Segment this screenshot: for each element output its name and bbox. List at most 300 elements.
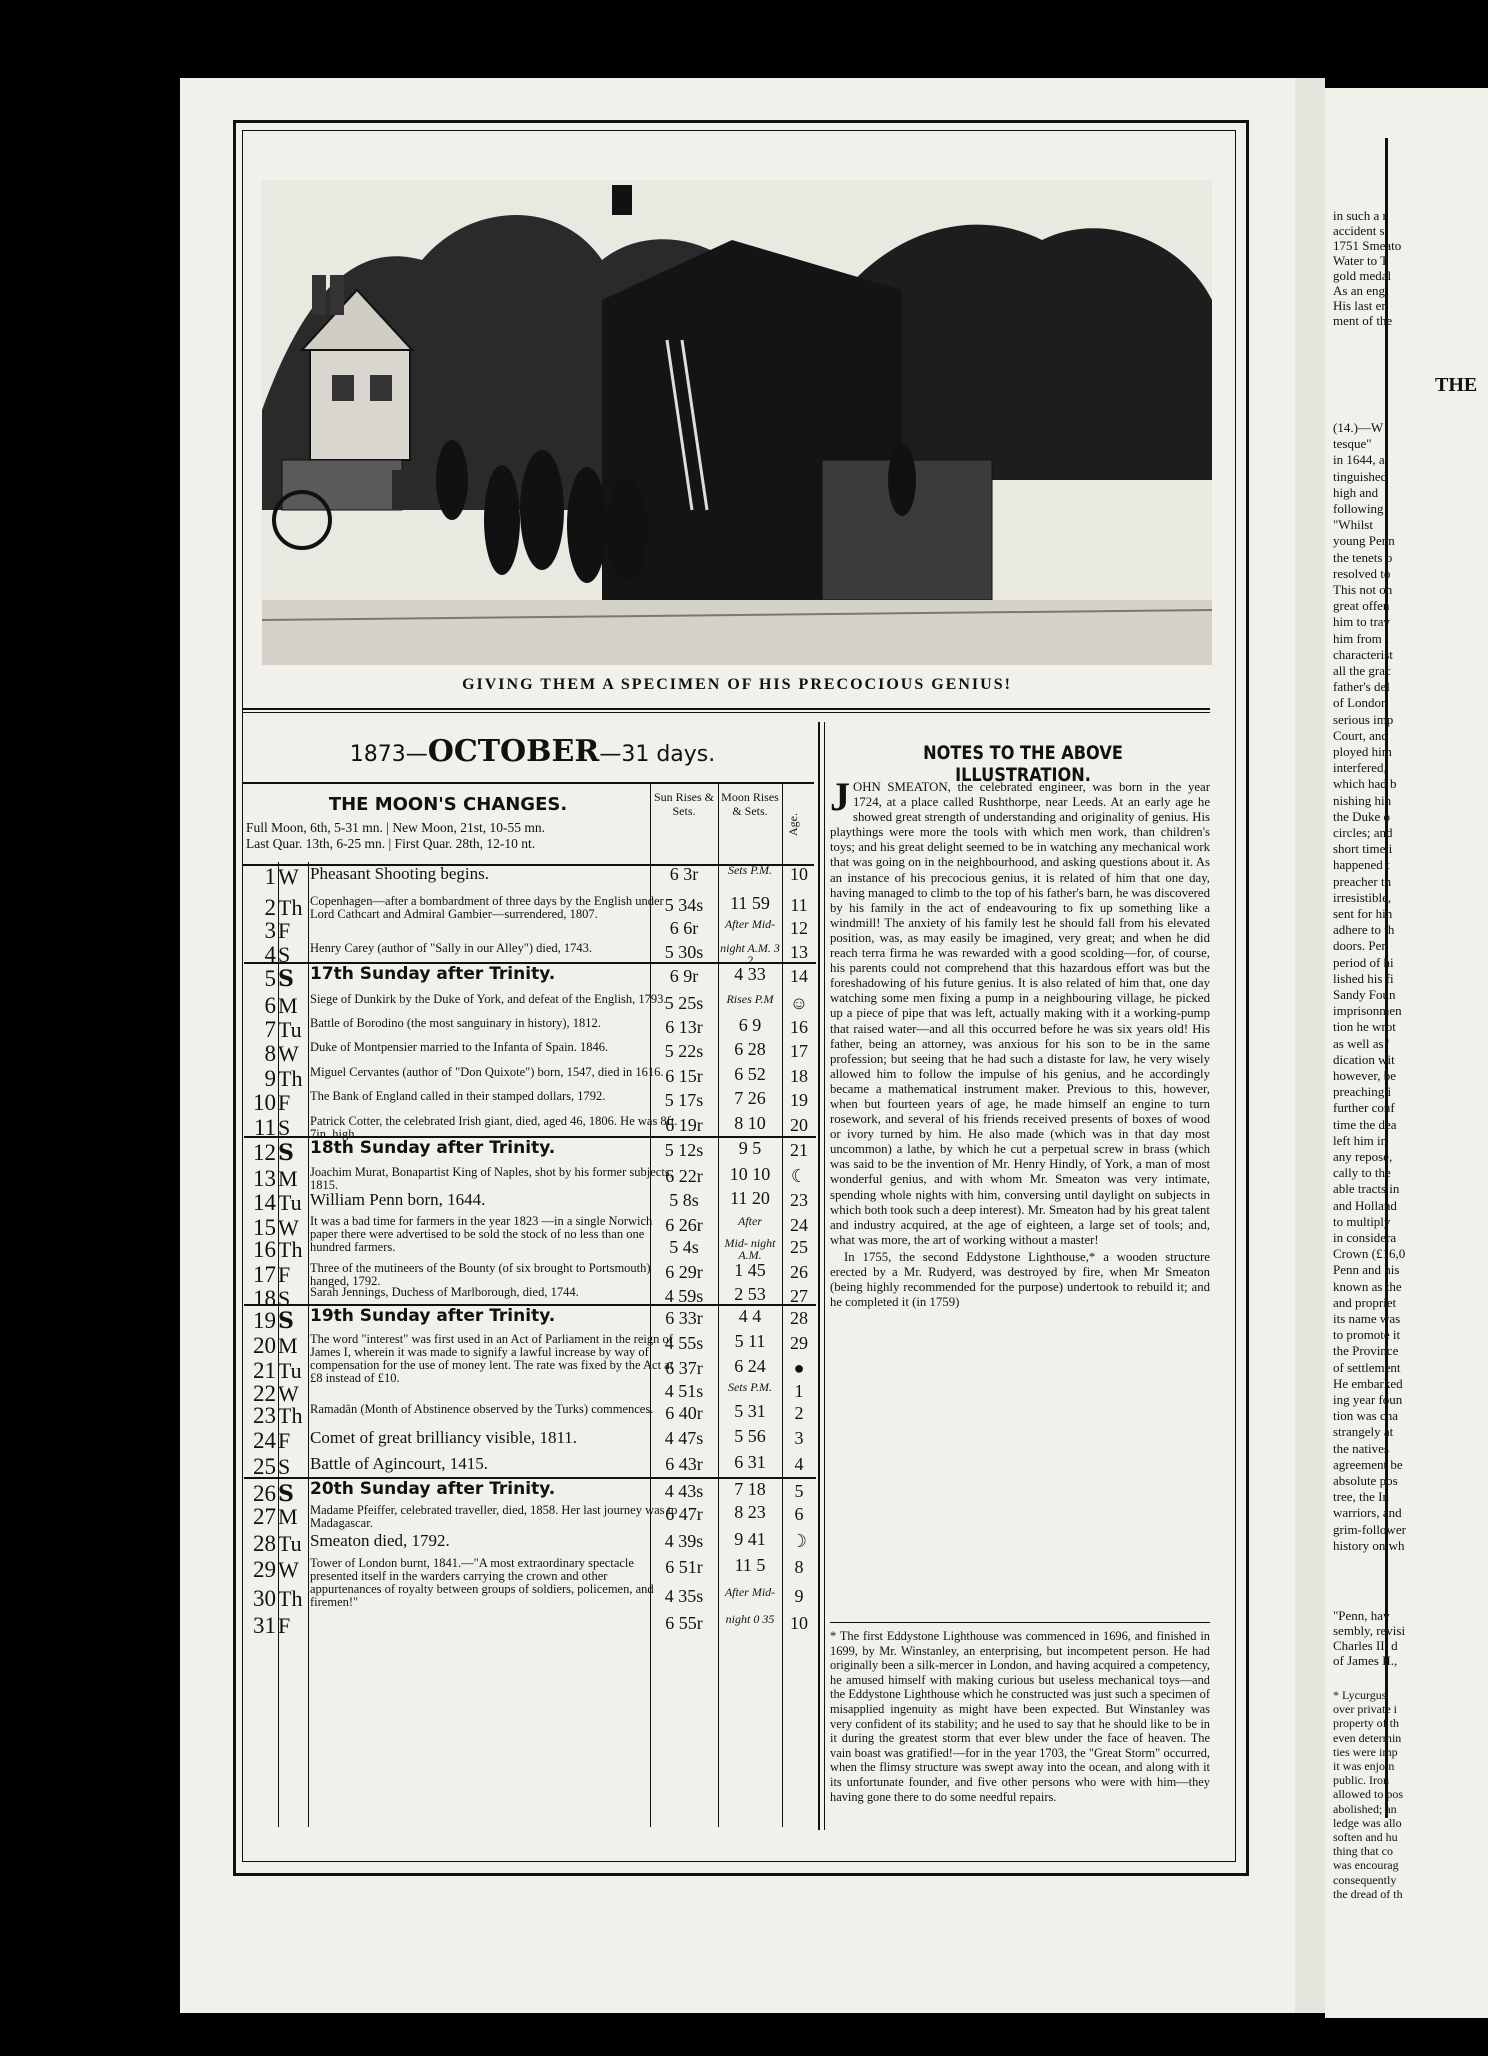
event-text: It was a bad time for farmers in the year 1823 —in a single Norwich paper there were advertised to be sold the stock of no less than one hundred farmers. xyxy=(310,1214,653,1254)
right-page-line: * Lycurgus xyxy=(1333,1688,1387,1702)
right-page-line: strangely at xyxy=(1333,1424,1394,1440)
day-number: 9 xyxy=(264,1066,276,1091)
moon-age: 14 xyxy=(790,966,808,986)
notes-paragraph-1 xyxy=(830,774,1210,1248)
right-page-line: Crown (£16,0 xyxy=(1333,1246,1406,1262)
right-page-line: it was enjoin xyxy=(1333,1759,1395,1773)
notes-title: NOTES TO THE ABOVE ILLUSTRATION. xyxy=(923,742,1123,786)
day-number: 11 xyxy=(253,1115,276,1140)
right-page-line: left him in xyxy=(1333,1132,1388,1148)
weekday: F xyxy=(278,1262,291,1287)
sun-time: 4 39s xyxy=(664,1531,704,1551)
right-page-line: known as the xyxy=(1333,1278,1402,1294)
right-page-line: preaching i xyxy=(1333,1084,1392,1100)
weekday: S xyxy=(278,966,294,992)
moon-age: 10 xyxy=(790,1613,808,1633)
weekday: W xyxy=(278,1381,299,1406)
right-page-line: His last en xyxy=(1333,298,1388,313)
right-page-line: tion was cha xyxy=(1333,1408,1398,1424)
notes-paragraph-2: In 1755, the second Eddystone Lighthouse,* a wooden structure erected by a Mr. Rudyerd, was destroyed by fire, when Mr Smeaton (being highly recommended for the purpose) undertook to rebuild it; and he completed it (in 1759) xyxy=(830,1249,1210,1310)
moon-changes-line-2: Last Quar. 13th, 6-25 mn. | First Quar. 28th, 12-10 nt. xyxy=(246,836,536,851)
weekday: S xyxy=(278,1454,291,1479)
weekday: Th xyxy=(278,1403,303,1428)
right-page-line: short time i xyxy=(1333,841,1393,857)
right-page-line: ties were imp xyxy=(1333,1744,1398,1759)
right-page-line: "Penn, hav xyxy=(1333,1608,1390,1623)
right-page-line: any repose, xyxy=(1333,1149,1393,1164)
day-number: 31 xyxy=(253,1613,276,1638)
day-number: 28 xyxy=(253,1531,276,1556)
day-number: 22 xyxy=(253,1381,276,1406)
moon-age: 23 xyxy=(790,1190,808,1210)
right-page-line: tinguished xyxy=(1333,468,1388,484)
moon-time: 9 5 xyxy=(738,1138,762,1158)
weekday: M xyxy=(278,993,298,1018)
day-number: 16 xyxy=(253,1237,276,1262)
right-page-line: happened t xyxy=(1333,857,1390,873)
right-page-line: gold medal xyxy=(1333,268,1392,283)
right-page-line: to promote it xyxy=(1333,1327,1401,1343)
sun-time: 6 6r xyxy=(669,918,699,938)
event-text: Pheasant Shooting begins. xyxy=(310,864,489,883)
right-page-line: characterist xyxy=(1333,646,1393,662)
moon-age: 5 xyxy=(794,1481,804,1501)
right-page-line: lished his fi xyxy=(1333,970,1394,986)
right-page-line: history on wh xyxy=(1333,1537,1405,1553)
divider xyxy=(242,708,1210,713)
moon-time: 10 10 xyxy=(729,1164,771,1184)
day-number: 24 xyxy=(253,1428,276,1453)
weekday: W xyxy=(278,1041,299,1066)
right-page-line: serious imp xyxy=(1333,711,1394,727)
weekday: W xyxy=(278,1215,299,1240)
event-text: Miguel Cervantes (author of "Don Quixote") born, 1547, died in 1616. xyxy=(310,1065,664,1079)
day-number: 7 xyxy=(264,1017,276,1042)
right-page-line: the dread of th xyxy=(1333,1886,1403,1901)
moon-time: 7 26 xyxy=(734,1088,766,1108)
moon-time: 9 41 xyxy=(734,1529,766,1549)
moon-time: 6 52 xyxy=(734,1064,766,1084)
sun-time: 5 34s xyxy=(664,895,704,915)
right-page-line: soften and hu xyxy=(1333,1830,1398,1844)
right-page-line: sembly, revisi xyxy=(1333,1623,1406,1638)
moon-time: 6 24 xyxy=(734,1356,766,1376)
moon-time: Rises P.M xyxy=(726,992,774,1006)
right-page-line: able tracts in xyxy=(1333,1181,1400,1197)
sun-time: 4 55s xyxy=(664,1333,704,1353)
event-text: Comet of great brilliancy visible, 1811. xyxy=(310,1428,578,1447)
right-page-line: ing year foun xyxy=(1333,1392,1403,1407)
moon-age: 21 xyxy=(790,1140,808,1160)
right-page-line: of London xyxy=(1333,695,1388,711)
moon-age: 20 xyxy=(790,1115,808,1135)
weekday: M xyxy=(278,1504,298,1529)
sun-time: 4 43s xyxy=(664,1481,704,1501)
day-number: 10 xyxy=(253,1090,276,1115)
weekday: Tu xyxy=(278,1017,302,1042)
column-separator xyxy=(818,722,825,1830)
illustration-caption: GIVING THEM A SPECIMEN OF HIS PRECOCIOUS GENIUS! xyxy=(462,676,1012,693)
day-number: 2 xyxy=(264,895,276,920)
weekday: Th xyxy=(278,1066,303,1091)
moon-time: 8 23 xyxy=(734,1502,766,1522)
weekday: S xyxy=(278,942,291,967)
moon-age: ☾ xyxy=(790,1166,808,1186)
day-number: 1 xyxy=(264,864,276,889)
right-page-line: which had b xyxy=(1333,776,1397,792)
moon-age: 3 xyxy=(794,1428,804,1448)
right-page-line: the Province xyxy=(1333,1343,1399,1359)
event-text: Smeaton died, 1792. xyxy=(310,1531,450,1550)
weekday: Th xyxy=(278,895,303,920)
sun-time: 6 37r xyxy=(665,1358,703,1378)
weekday: S xyxy=(278,1481,294,1507)
moon-age: 29 xyxy=(790,1333,808,1353)
moon-age: 4 xyxy=(794,1454,804,1474)
age-header: Age. xyxy=(786,813,800,837)
right-page-line: cally to the xyxy=(1333,1165,1391,1181)
event-text: 19th Sunday after Trinity. xyxy=(310,1306,556,1326)
day-number: 3 xyxy=(264,918,276,943)
sun-time: 6 47r xyxy=(665,1504,703,1524)
event-text: Henry Carey (author of "Sally in our Alley") died, 1743. xyxy=(310,941,593,955)
book-spine xyxy=(1295,78,1325,2013)
right-page-line: its name was xyxy=(1333,1311,1401,1326)
weekday: Th xyxy=(278,1237,303,1262)
event-text: Three of the mutineers of the Bounty (of six brought to Portsmouth) hanged, 1792. xyxy=(310,1261,651,1288)
right-page-line: abolished; an xyxy=(1333,1801,1397,1816)
sun-time: 5 8s xyxy=(669,1190,699,1210)
right-page-line: public. Iron xyxy=(1333,1773,1389,1788)
moon-time: Sets P.M. xyxy=(727,1380,773,1394)
day-number: 20 xyxy=(253,1333,276,1358)
event-text: Copenhagen—after a bombardment of three days by the English under Lord Cathcart and Admiral Gambier—surrendered, 1807. xyxy=(310,894,664,921)
sun-time: 6 22r xyxy=(665,1166,703,1186)
sun-time: 4 47s xyxy=(664,1428,704,1448)
right-page-line: thing that co xyxy=(1333,1844,1393,1859)
weekday: S xyxy=(278,1115,291,1140)
right-page-line: Charles II. d xyxy=(1333,1638,1398,1653)
moon-age: 26 xyxy=(790,1262,808,1282)
moon-age: 19 xyxy=(790,1090,808,1110)
right-page-line: and propriet xyxy=(1333,1294,1397,1310)
moon-time: night 0 35 xyxy=(725,1612,775,1626)
days-count: 31 days. xyxy=(621,742,716,767)
right-page-line: Court, and xyxy=(1333,727,1388,743)
col-line-event xyxy=(308,862,309,1827)
sun-time: 4 35s xyxy=(664,1586,704,1606)
right-page-line: him to trav xyxy=(1333,614,1391,630)
right-page-line: irresistible, xyxy=(1333,889,1392,905)
moon-time: After Mid- xyxy=(724,1585,776,1599)
weekday: F xyxy=(278,1428,291,1453)
right-page-line: interfered, xyxy=(1333,760,1387,776)
moon-age: 25 xyxy=(790,1237,808,1257)
weekday: Tu xyxy=(278,1190,302,1215)
right-page-line: tree, the In xyxy=(1333,1489,1389,1505)
moon-age: 16 xyxy=(790,1017,808,1037)
event-text: Madame Pfeiffer, celebrated traveller, died, 1858. Her last journey was to Madagascar. xyxy=(310,1503,678,1530)
moon-age: 18 xyxy=(790,1066,808,1086)
right-page-line: the natives xyxy=(1333,1440,1389,1456)
right-page-line: property of th xyxy=(1333,1716,1399,1731)
right-page-line: however, be xyxy=(1333,1068,1397,1083)
moon-time: 6 31 xyxy=(734,1452,766,1472)
event-text: The Bank of England called in their stamped dollars, 1792. xyxy=(310,1089,606,1103)
weekday: S xyxy=(278,1286,291,1311)
right-page-line: in such a r xyxy=(1333,208,1387,223)
moon-time: After xyxy=(738,1214,762,1228)
moon-time: 6 28 xyxy=(734,1039,766,1059)
right-page-line: the Duke o xyxy=(1333,808,1391,824)
moon-time: 11 5 xyxy=(734,1555,766,1575)
weekday: F xyxy=(278,918,291,943)
sun-time: 5 17s xyxy=(664,1090,704,1110)
adjacent-page-border xyxy=(1385,138,1488,1818)
sun-time: 6 13r xyxy=(665,1017,703,1037)
moon-age: ☽ xyxy=(790,1531,808,1551)
sun-time: 5 30s xyxy=(664,942,704,962)
weekday: W xyxy=(278,1557,299,1582)
moon-header: Moon Rises & Sets. xyxy=(721,790,779,818)
day-number: 25 xyxy=(253,1454,276,1479)
sun-time: 6 9r xyxy=(669,966,699,986)
right-page-line: of settlement xyxy=(1333,1359,1401,1375)
right-page-line: absolute pos xyxy=(1333,1473,1398,1488)
right-page-line: all the grac xyxy=(1333,663,1391,678)
right-page-line: agreement be xyxy=(1333,1456,1403,1472)
day-number: 27 xyxy=(253,1504,276,1529)
right-page-line: ledge was allo xyxy=(1333,1815,1402,1830)
right-page-line: tesque" xyxy=(1333,436,1372,452)
moon-time: 11 59 xyxy=(730,893,770,913)
right-page-line: Penn and his xyxy=(1333,1262,1400,1278)
event-text: Duke of Montpensier married to the Infanta of Spain. 1846. xyxy=(310,1040,609,1054)
moon-time: 6 9 xyxy=(738,1015,762,1035)
sun-time: 6 43r xyxy=(665,1454,703,1474)
right-page-line: Sandy Foun xyxy=(1333,987,1396,1002)
moon-age: 9 xyxy=(794,1586,804,1606)
event-text: William Penn born, 1644. xyxy=(310,1190,486,1209)
event-text: 18th Sunday after Trinity. xyxy=(310,1138,556,1158)
event-text: Siege of Dunkirk by the Duke of York, and defeat of the English, 1793. xyxy=(310,992,667,1006)
right-page-line: dication wit xyxy=(1333,1051,1395,1067)
right-page-line: doors. Pen xyxy=(1333,938,1388,954)
right-page-line: "Whilst xyxy=(1333,517,1373,533)
right-page-line: (14.)—W xyxy=(1333,420,1384,435)
event-text: Sarah Jennings, Duchess of Marlborough, died, 1744. xyxy=(310,1285,579,1299)
moon-age: 10 xyxy=(790,864,808,884)
moon-time: After Mid- xyxy=(724,917,776,931)
moon-age: 11 xyxy=(790,895,808,915)
day-number: 8 xyxy=(264,1041,276,1066)
right-page-line: even determin xyxy=(1333,1730,1402,1745)
right-page-line: time the dea xyxy=(1333,1116,1397,1132)
event-text: Patrick Cotter, the celebrated Irish giant, died, aged 46, 1806. He was 8ft. 7in. high. xyxy=(310,1114,678,1141)
moon-age: 2 xyxy=(794,1403,804,1423)
event-text: 17th Sunday after Trinity. xyxy=(310,964,556,984)
moon-changes-title: THE MOON'S CHANGES. xyxy=(328,794,568,815)
event-text: Battle of Agincourt, 1415. xyxy=(310,1454,489,1473)
moon-time: Mid- night A.M. xyxy=(724,1236,776,1262)
day-number: 21 xyxy=(253,1358,276,1383)
moon-time: 7 18 xyxy=(734,1479,766,1499)
sun-time: 6 29r xyxy=(665,1262,703,1282)
weekday: M xyxy=(278,1166,298,1191)
sun-time: 5 4s xyxy=(669,1237,699,1257)
moon-age: 13 xyxy=(790,942,808,962)
right-page-line: over private i xyxy=(1333,1702,1397,1717)
right-page-line: following xyxy=(1333,501,1384,516)
moon-time: 5 56 xyxy=(734,1426,766,1446)
right-page-line: young Penn xyxy=(1333,533,1395,549)
moon-time: Sets P.M. xyxy=(727,863,773,877)
right-page-line: high and xyxy=(1333,484,1379,500)
day-number: 26 xyxy=(253,1481,276,1506)
right-page-line: This not on xyxy=(1333,582,1393,597)
moon-time: 5 11 xyxy=(734,1331,766,1351)
day-number: 29 xyxy=(253,1557,276,1582)
right-page-line: adhere to th xyxy=(1333,922,1395,938)
moon-age: ☺ xyxy=(789,993,809,1013)
weekday: W xyxy=(278,864,299,889)
sun-time: 4 51s xyxy=(664,1381,704,1401)
footnote: * The first Eddystone Lighthouse was commenced in 1696, and finished in 1699, by Mr. Winstanley, an enterprising, but incompetent person. He had originally been a silk-mercer in London, and having acquired a competency, he amused himself with making curious but useless mechanical toys—and the Eddystone Lighthouse which he constructed was just such a specimen of misapplied ingenuity as might have been expected. But Winstanley was very confident of its stability; and he used to say that he should like to be in it during the greatest storm that ever blew under the face of heaven. The vain boast was gratified!—for in the year 1703, the "Great Storm" occurred, when the flimsy structure was swept away into the ocean, and along with it its unfortunate founder, and five other persons who were with him—they having gone there to do some needful repairs. xyxy=(830,1622,1210,1804)
event-text: Tower of London burnt, 1841.—"A most extraordinary spectacle presented itself in the warders carrying the crown and other appurtenances of royalty between groups of soldiers, policemen, and firemen!" xyxy=(310,1556,654,1609)
right-page-line: accident si xyxy=(1333,223,1389,238)
right-page-line: to multiply xyxy=(1333,1213,1391,1229)
right-page-line: ployed him xyxy=(1333,744,1392,759)
moon-age: 12 xyxy=(790,918,808,938)
right-page-heading: THE xyxy=(1435,374,1478,396)
right-page-line: as well as ' xyxy=(1333,1035,1390,1051)
sun-time: 6 26r xyxy=(665,1215,703,1235)
moon-time: 4 33 xyxy=(734,964,766,984)
sun-time: 6 15r xyxy=(665,1066,703,1086)
sun-time: 6 33r xyxy=(665,1308,703,1328)
notes-paragraph-1-text: OHN SMEATON, the celebrated engineer, was born in the year 1724, at a place called Rushthorpe, near Leeds. At an early age he showed great strength of understanding and originality of genius. His playthings were more the tools with which men work, than children's toys; and his great delight seemed to be in watching any mechanical work that was going on in the neighbourhood, and asking questions about it. As an instance of his precocious genius, it is related of him that one day, having managed to climb to the top of his father's barn, he was discovered by his family in the act of endeavouring to fix up something like a windmill! The anxiety of his family lest he should fall from his elevated position, was, as may easily be imagined, very great; and when he did reach terra firma he was rewarded with a good scolding—for, of course, his parents could not comprehend that this hazardous effort was but the foreshadowing of his future genius. It is also related of him that, one day watching some men fixing a pump in a neighbouring village, he picked up a piece of pipe that was left, actually making with it a working-pump that raised water—and all this occurred before he was six years old! His father, being an attorney, was anxious for his son to be in the same profession; but seeing that he had such a distaste for law, he very wisely allowed him to follow the impulse of his genius, and he accordingly became a mathematical instrument maker. Previous to this, however, when but fourteen years of age, he made himself an engine to turn rosework, and several of his friends received presents of boxes of wood or ivory turned by him. He also made (which was in that day most uncommon) a lathe, by which he cut a perpetual screw in brass (which was said to be the invention of Mr. Henry Hindly, of York, a man of most wonderful genius, and with whom Mr. Smeaton was very intimate, spending whole nights with him, conversing until daylight on subjects in which both took such a deep interest). Mr. Smeaton had by his great talent and industry acquired, at the age of eighteen, a large set of tools; and, what was more, the art of working without a master! xyxy=(830,780,1210,1247)
right-page-line: 1751 Smeato xyxy=(1333,238,1402,253)
moon-age: 8 xyxy=(794,1557,804,1577)
day-number: 17 xyxy=(253,1262,276,1287)
moon-age: 17 xyxy=(790,1041,808,1061)
right-page-line: grim-follower xyxy=(1333,1521,1406,1537)
right-page-line: and Holland xyxy=(1333,1197,1397,1213)
day-number: 14 xyxy=(253,1190,276,1215)
right-page-line: period of hi xyxy=(1333,954,1394,970)
event-text: Joachim Murat, Bonapartist King of Naples, shot by his former subjects, 1815. xyxy=(310,1165,673,1192)
moon-age: 6 xyxy=(794,1504,804,1524)
sun-time: 6 55r xyxy=(665,1613,703,1633)
right-page-line: warriors, and xyxy=(1333,1505,1402,1521)
event-text: Ramadân (Month of Abstinence observed by the Turks) commences. xyxy=(310,1402,654,1416)
right-page-line: resolved to xyxy=(1333,565,1391,581)
year: 1873 xyxy=(349,742,406,767)
right-page-line: consequently xyxy=(1333,1872,1397,1887)
day-number: 15 xyxy=(253,1215,276,1240)
sun-time: 5 22s xyxy=(664,1041,704,1061)
right-page-line: ment of the xyxy=(1333,313,1393,328)
right-page-line: was encourag xyxy=(1333,1858,1399,1873)
right-page-line: great offen xyxy=(1333,598,1390,614)
sun-time: 6 51r xyxy=(665,1557,703,1577)
weekday: S xyxy=(278,1308,294,1334)
moon-age: 1 xyxy=(794,1381,804,1401)
weekday: Th xyxy=(278,1586,303,1611)
weekday: Tu xyxy=(278,1358,302,1383)
weekday: Tu xyxy=(278,1531,302,1556)
right-page-line: Water to T xyxy=(1333,253,1389,268)
right-page-line: father's del xyxy=(1333,679,1390,695)
moon-age: 27 xyxy=(790,1286,808,1306)
right-page-line: allowed to pos xyxy=(1333,1787,1403,1802)
right-page-line: He embarked xyxy=(1333,1375,1403,1391)
day-number: 5 xyxy=(264,966,276,991)
event-text: Battle of Borodino (the most sanguinary in history), 1812. xyxy=(310,1016,601,1030)
right-page-line: preacher th xyxy=(1333,873,1392,889)
right-page-line: of James II., xyxy=(1333,1653,1398,1668)
day-number: 19 xyxy=(253,1308,276,1333)
moon-time: 8 10 xyxy=(734,1113,766,1133)
drop-cap: J xyxy=(830,774,850,819)
right-page-line: sent for hin xyxy=(1333,906,1393,921)
moon-changes-line-1: Full Moon, 6th, 5-31 mn. | New Moon, 21st, 10-55 mn. xyxy=(246,820,545,835)
month-heading: 1873—OCTOBER—31 days. xyxy=(349,734,716,769)
event-text: The word "interest" was first used in an Act of Parliament in the reign of James I, wherein it was made to signify a lawful increase by way of compensation for the use of money lent. The rate was fixed by the Act at £8 instead of £10. xyxy=(310,1332,674,1385)
sun-time: 6 3r xyxy=(669,864,699,884)
right-page-line: in 1644, a xyxy=(1333,452,1385,468)
moon-age: 24 xyxy=(790,1215,808,1235)
moon-age: 28 xyxy=(790,1308,808,1328)
weekday: F xyxy=(278,1613,291,1638)
moon-age: ● xyxy=(793,1358,805,1378)
sun-header: Sun Rises & Sets. xyxy=(653,790,714,818)
sun-time: 5 12s xyxy=(664,1140,704,1160)
right-page-line: tion he wrot xyxy=(1333,1019,1396,1035)
day-number: 4 xyxy=(264,942,276,967)
right-page-line: further conf xyxy=(1333,1100,1395,1116)
notes-column xyxy=(830,774,1210,1312)
weekday: F xyxy=(278,1090,291,1115)
sun-time: 4 59s xyxy=(664,1286,704,1306)
day-number: 13 xyxy=(253,1166,276,1191)
moon-time: 1 45 xyxy=(734,1260,766,1280)
sun-time: 6 19r xyxy=(665,1115,703,1135)
moon-time: 5 31 xyxy=(734,1401,766,1421)
moon-time: 11 20 xyxy=(730,1188,770,1208)
day-number: 30 xyxy=(253,1586,276,1611)
weekday: S xyxy=(278,1140,294,1166)
weekday: M xyxy=(278,1333,298,1358)
event-text: 20th Sunday after Trinity. xyxy=(310,1479,556,1499)
right-page-line: the tenets o xyxy=(1333,549,1393,565)
right-page-line: imprisonmen xyxy=(1333,1003,1402,1019)
moon-time: night A.M. 3 2 xyxy=(720,941,780,967)
right-page-line: him from t xyxy=(1333,630,1389,646)
right-page-line: circles; and xyxy=(1333,825,1393,840)
right-page-line: As an engi xyxy=(1333,283,1389,298)
right-page-line: nishing hin xyxy=(1333,792,1392,808)
moon-time: 2 53 xyxy=(734,1284,766,1304)
sun-time: 6 40r xyxy=(665,1403,703,1423)
day-number: 23 xyxy=(253,1403,276,1428)
moon-time: 4 4 xyxy=(738,1306,762,1326)
day-number: 18 xyxy=(253,1286,276,1311)
day-number: 12 xyxy=(253,1140,276,1165)
month-name: OCTOBER xyxy=(427,734,600,769)
sun-time: 5 25s xyxy=(664,993,704,1013)
day-number: 6 xyxy=(264,993,276,1018)
